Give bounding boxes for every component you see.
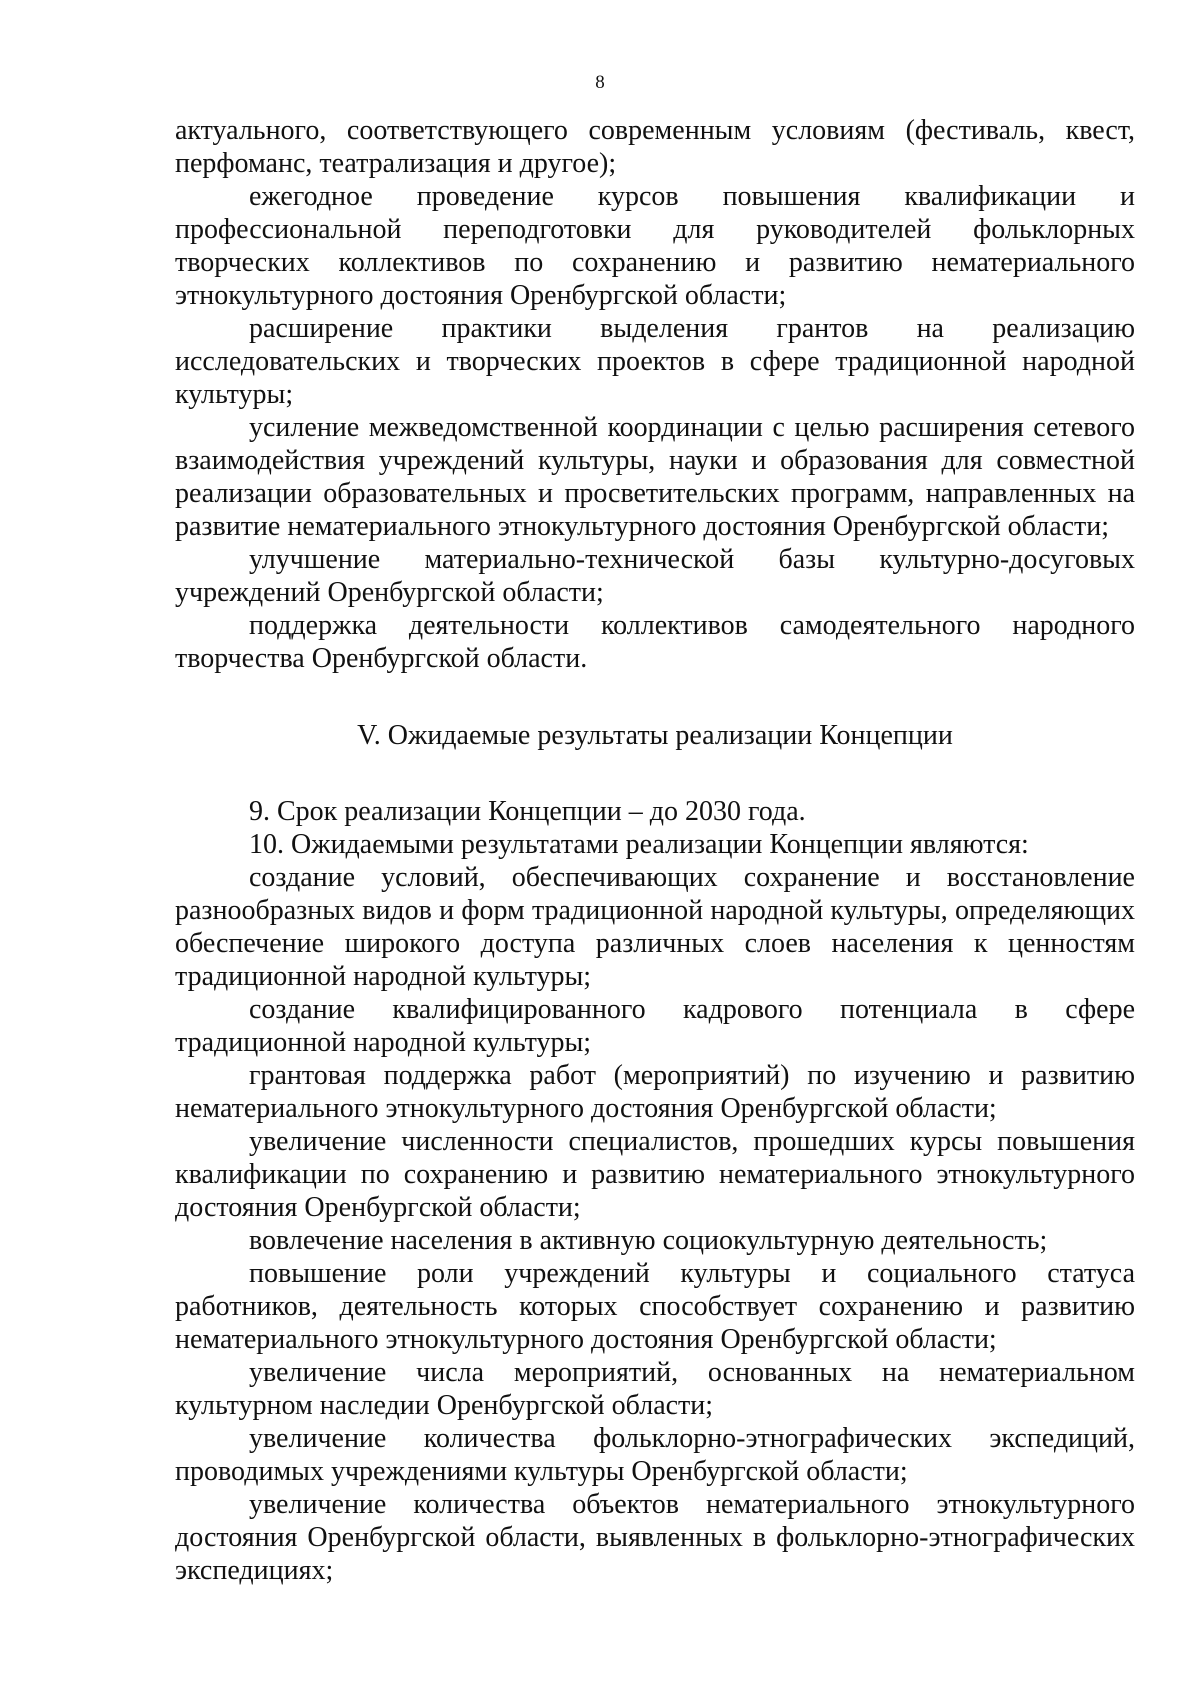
paragraph: создание условий, обеспечивающих сохранение и восстановление разнообразных видов и форм традиционной народной культуры, определяющих обеспечение широкого доступа различных слоев населения к ценностям традиционной народной культуры; <box>175 862 1135 992</box>
paragraph: расширение практики выделения грантов на реализацию исследовательских и творческих проектов в сфере традиционной народной культуры; <box>175 313 1135 410</box>
paragraph: увеличение численности специалистов, прошедших курсы повышения квалификации по сохранению и развитию нематериального этнокультурного достояния Оренбургской области; <box>175 1126 1135 1223</box>
paragraph: повышение роли учреждений культуры и социального статуса работников, деятельность которых способствует сохранению и развитию нематериального этнокультурного достояния Оренбургской области; <box>175 1258 1135 1355</box>
paragraph: 10. Ожидаемыми результатами реализации Концепции являются: <box>249 829 1029 860</box>
paragraph: вовлечение населения в активную социокультурную деятельность; <box>249 1225 1048 1256</box>
paragraph: увеличение количества объектов нематериального этнокультурного достояния Оренбургской области, выявленных в фольклорно-этнографических экспедициях; <box>175 1489 1135 1586</box>
page-number: 8 <box>595 72 605 93</box>
paragraph: увеличение количества фольклорно-этнографических экспедиций, проводимых учреждениями культуры Оренбургской области; <box>175 1423 1135 1487</box>
paragraph: актуального, соответствующего современным условиям (фестиваль, квест, перфоманс, театрализация и другое); <box>175 115 1135 179</box>
paragraph: ежегодное проведение курсов повышения квалификации и профессиональной переподготовки для руководителей фольклорных творческих коллективов по сохранению и развитию нематериального этнокультурного достояния Оренбургской области; <box>175 181 1135 311</box>
paragraph: увеличение числа мероприятий, основанных на нематериальном культурном наследии Оренбургской области; <box>175 1357 1135 1421</box>
paragraph: улучшение материально-технической базы культурно-досуговых учреждений Оренбургской области; <box>175 544 1135 608</box>
paragraph: поддержка деятельности коллективов самодеятельного народного творчества Оренбургской области. <box>175 610 1135 674</box>
paragraph: 9. Срок реализации Концепции – до 2030 года. <box>249 796 806 827</box>
document-body <box>175 114 1135 1587</box>
section-heading: V. Ожидаемые результаты реализации Концепции <box>357 720 953 751</box>
paragraph: создание квалифицированного кадрового потенциала в сфере традиционной народной культуры; <box>175 994 1135 1058</box>
paragraph: усиление межведомственной координации с целью расширения сетевого взаимодействия учреждений культуры, науки и образования для совместной реализации образовательных и просветительских программ, направленных на развитие нематериального этнокультурного достояния Оренбургской области; <box>175 412 1135 542</box>
paragraph: грантовая поддержка работ (мероприятий) по изучению и развитию нематериального этнокультурного достояния Оренбургской области; <box>175 1060 1135 1124</box>
